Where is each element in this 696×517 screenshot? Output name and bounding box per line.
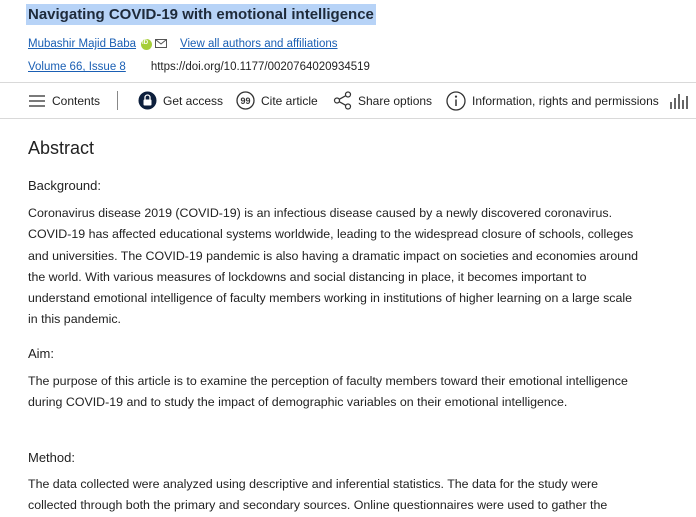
get-access-label: Get access bbox=[163, 93, 224, 108]
volume-line bbox=[28, 61, 370, 73]
svg-text:99: 99 bbox=[240, 96, 251, 106]
method-text: The data collected were analyzed using descriptive and inferential statistics. The data for the study were collected through both the primary and secondary sources. Online questionnaires were used to gather the bbox=[28, 477, 608, 513]
mail-icon[interactable] bbox=[155, 39, 168, 49]
aim-text: The purpose of this article is to examine the perception of faculty members toward their emotional intelligence during COVID-19 and to study the impact of demographic variables on their emotional intelligence. bbox=[28, 374, 628, 410]
info-rights-label: Information, rights and permissions bbox=[472, 93, 659, 108]
metrics-button[interactable] bbox=[669, 83, 696, 118]
abstract-heading: Abstract bbox=[28, 138, 95, 158]
get-access-button[interactable] bbox=[138, 83, 223, 118]
lock-icon bbox=[138, 91, 157, 110]
info-icon bbox=[446, 91, 466, 111]
background-text: Coronavirus disease 2019 (COVID-19) is an infectious disease caused by a newly discovered coronavirus. COVID-19 has affected educational systems worldwide, leading to the widespread closure of schools, colleges and universities. The COVID-19 pandemic is also having a dramatic impact on societies and economies around the world. With various measures of lockdowns and social distancing in place, it becomes important to understand emotional intelligence of faculty members working in institutions of higher learning on a large scale in this pandemic. bbox=[28, 206, 638, 327]
volume-issue-link[interactable]: Volume 66, Issue 8 bbox=[28, 61, 126, 73]
bar-chart-icon bbox=[669, 92, 691, 110]
contents-label: Contents bbox=[52, 93, 101, 108]
aim-label: Aim: bbox=[28, 346, 54, 361]
cite-article-button[interactable] bbox=[236, 83, 318, 118]
article-toolbar bbox=[0, 82, 696, 119]
method-label: Method: bbox=[28, 450, 75, 465]
toolbar-divider bbox=[117, 91, 118, 110]
info-rights-button[interactable] bbox=[446, 83, 659, 118]
article-title: Navigating COVID-19 with emotional intelligence bbox=[28, 6, 374, 23]
list-icon bbox=[28, 94, 46, 108]
all-authors-link[interactable]: View all authors and affiliations bbox=[180, 38, 338, 50]
share-icon bbox=[333, 91, 352, 110]
cite-article-label: Cite article bbox=[261, 93, 318, 108]
doi-text[interactable]: https://doi.org/10.1177/0020764020934519 bbox=[150, 61, 370, 73]
background-label: Background: bbox=[28, 178, 101, 193]
article-header bbox=[0, 0, 696, 82]
author-line bbox=[28, 38, 338, 50]
share-options-label: Share options bbox=[358, 93, 433, 108]
share-options-button[interactable] bbox=[333, 83, 432, 118]
quote-icon bbox=[236, 91, 255, 110]
orcid-icon[interactable] bbox=[141, 39, 152, 50]
contents-button[interactable] bbox=[28, 83, 100, 118]
author-link[interactable]: Mubashir Majid Baba bbox=[28, 38, 137, 50]
